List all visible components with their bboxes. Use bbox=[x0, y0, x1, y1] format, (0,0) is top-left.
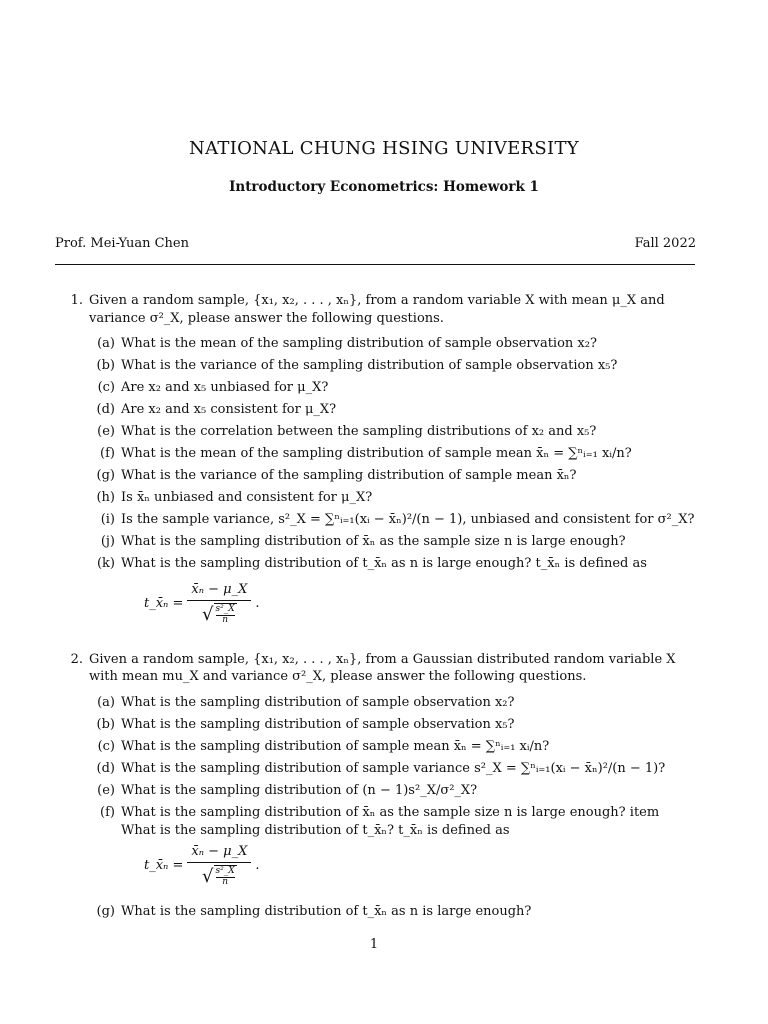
sub-question-text: Are x₂ and x₅ consistent for μ_X? bbox=[121, 402, 337, 418]
professor-name: Prof. Mei-Yuan Chen bbox=[55, 236, 189, 251]
sub-question-text: What is the sampling distribution of t_x̄ₙ as n is large enough? t_x̄ₙ is defined as bbox=[121, 556, 647, 572]
formula-tail: . bbox=[255, 858, 260, 874]
sub-question bbox=[91, 379, 697, 401]
question-number: 1. bbox=[70, 293, 83, 308]
sub-question bbox=[91, 511, 697, 533]
question-text: Given a random sample, {x₁, x₂, . . . , xₙ}, from a random variable X with mean μ_X and variance σ²_X, please answer the following questions. bbox=[89, 293, 665, 326]
formula-lhs: t_x̄ₙ = bbox=[144, 858, 184, 874]
sub-question-text: Are x₂ and x₅ unbiased for μ_X? bbox=[121, 380, 329, 396]
sub-question-label: (h) bbox=[96, 490, 115, 506]
sub-question-text: Is x̄ₙ unbiased and consistent for μ_X? bbox=[121, 490, 373, 506]
sub-question-label: (c) bbox=[97, 739, 115, 755]
sub-question-label: (g) bbox=[96, 468, 115, 484]
t-statistic-formula bbox=[144, 843, 697, 889]
sub-question-label: (e) bbox=[97, 424, 115, 440]
page-number: 1 bbox=[369, 937, 379, 952]
formula-fraction bbox=[187, 581, 251, 627]
sub-question bbox=[91, 467, 697, 489]
sqrt-numerator: s²_X bbox=[215, 604, 235, 615]
sub-question-label: (a) bbox=[97, 336, 115, 352]
sqrt-denominator: n bbox=[222, 877, 228, 888]
sub-question bbox=[91, 782, 697, 804]
sub-question-label: (b) bbox=[96, 358, 115, 374]
sub-question-label: (i) bbox=[100, 512, 115, 528]
question-body bbox=[89, 651, 697, 925]
sub-question-text: What is the correlation between the sampling distributions of x₂ and x₅? bbox=[121, 424, 597, 440]
sub-question-label: (a) bbox=[97, 695, 115, 711]
question-text: Given a random sample, {x₁, x₂, . . . , xₙ}, from a Gaussian distributed random variable X with mean mu_X and variance σ²_X, please answer the following questions. bbox=[89, 651, 676, 685]
sub-question-label: (g) bbox=[96, 903, 115, 919]
sub-question bbox=[91, 533, 697, 555]
sqrt-sign: √ bbox=[202, 865, 214, 887]
sub-question-list bbox=[91, 694, 697, 839]
formula-fraction bbox=[187, 843, 251, 889]
sub-question bbox=[91, 555, 697, 577]
sub-question bbox=[91, 401, 697, 423]
sub-question-list bbox=[91, 335, 697, 577]
sub-question-label: (d) bbox=[96, 761, 115, 777]
sub-question-text: What is the sampling distribution of sample observation x₂? bbox=[121, 695, 515, 711]
sub-question bbox=[91, 716, 697, 738]
university-title: NATIONAL CHUNG HSING UNIVERSITY bbox=[189, 138, 579, 159]
sub-question-text: What is the sampling distribution of t_x̄ₙ as n is large enough? bbox=[121, 903, 532, 919]
sub-question-text: What is the sampling distribution of x̄ₙ as the sample size n is large enough? item What is the sampling distribution of t_x̄ₙ? t_x̄ₙ is defined as bbox=[121, 805, 660, 838]
sub-question bbox=[91, 760, 697, 782]
formula-numerator: x̄ₙ − μ_X bbox=[187, 581, 251, 601]
question-2 bbox=[55, 651, 697, 925]
formula-lhs: t_x̄ₙ = bbox=[144, 596, 184, 612]
question-number: 2. bbox=[70, 651, 83, 667]
sub-question bbox=[91, 804, 697, 839]
question-body bbox=[89, 292, 697, 641]
formula-numerator: x̄ₙ − μ_X bbox=[187, 843, 251, 863]
sub-question-text: What is the sampling distribution of sample mean x̄ₙ = ∑ⁿᵢ₌₁ xᵢ/n? bbox=[121, 739, 550, 755]
sqrt-sign: √ bbox=[202, 603, 214, 625]
sub-question-list bbox=[91, 903, 697, 925]
sub-question-text: What is the sampling distribution of (n − 1)s²_X/σ²_X? bbox=[121, 783, 478, 799]
sub-question bbox=[91, 445, 697, 467]
meta-row bbox=[55, 235, 696, 253]
sub-question bbox=[91, 335, 697, 357]
sub-question-label: (e) bbox=[97, 783, 115, 799]
question-1 bbox=[55, 292, 697, 641]
question-list bbox=[55, 292, 697, 935]
formula-tail: . bbox=[255, 596, 260, 612]
sqrt-numerator: s²_X bbox=[215, 866, 235, 877]
sub-question-text: What is the mean of the sampling distribution of sample observation x₂? bbox=[121, 336, 597, 352]
sub-question-label: (j) bbox=[100, 534, 115, 550]
sub-question-label: (f) bbox=[100, 805, 115, 821]
sub-question bbox=[91, 489, 697, 511]
sqrt-body bbox=[214, 603, 237, 626]
sub-question bbox=[91, 694, 697, 716]
sub-question-text: What is the variance of the sampling distribution of sample mean x̄ₙ? bbox=[121, 468, 577, 484]
t-statistic-formula bbox=[144, 581, 697, 627]
sub-question bbox=[91, 903, 697, 925]
formula-denominator bbox=[202, 601, 237, 627]
sub-question-text: What is the sampling distribution of x̄ₙ as the sample size n is large enough? bbox=[121, 534, 626, 550]
sub-question-label: (d) bbox=[96, 402, 115, 418]
sub-question-text: What is the sampling distribution of sample variance s²_X = ∑ⁿᵢ₌₁(xᵢ − x̄ₙ)²/(n − 1)? bbox=[121, 761, 666, 777]
sqrt-denominator: n bbox=[222, 615, 228, 626]
sub-question-label: (k) bbox=[96, 556, 115, 572]
sub-question bbox=[91, 423, 697, 445]
sub-question-text: What is the sampling distribution of sample observation x₅? bbox=[121, 717, 515, 733]
sub-question-text: What is the mean of the sampling distribution of sample mean x̄ₙ = ∑ⁿᵢ₌₁ xᵢ/n? bbox=[121, 446, 632, 462]
sub-question-label: (c) bbox=[97, 380, 115, 396]
formula-denominator bbox=[202, 863, 237, 889]
sub-question-text: Is the sample variance, s²_X = ∑ⁿᵢ₌₁(xᵢ − x̄ₙ)²/(n − 1), unbiased and consistent for σ²_X? bbox=[121, 512, 695, 528]
sub-question bbox=[91, 738, 697, 760]
sub-question-label: (b) bbox=[96, 717, 115, 733]
sub-question-label: (f) bbox=[100, 446, 115, 462]
homework-subtitle: Introductory Econometrics: Homework 1 bbox=[229, 179, 539, 195]
term-label: Fall 2022 bbox=[634, 236, 696, 251]
sub-question-text: What is the variance of the sampling distribution of sample observation x₅? bbox=[121, 358, 618, 374]
sub-question bbox=[91, 357, 697, 379]
header-divider bbox=[55, 264, 695, 265]
sqrt-body bbox=[214, 865, 237, 888]
